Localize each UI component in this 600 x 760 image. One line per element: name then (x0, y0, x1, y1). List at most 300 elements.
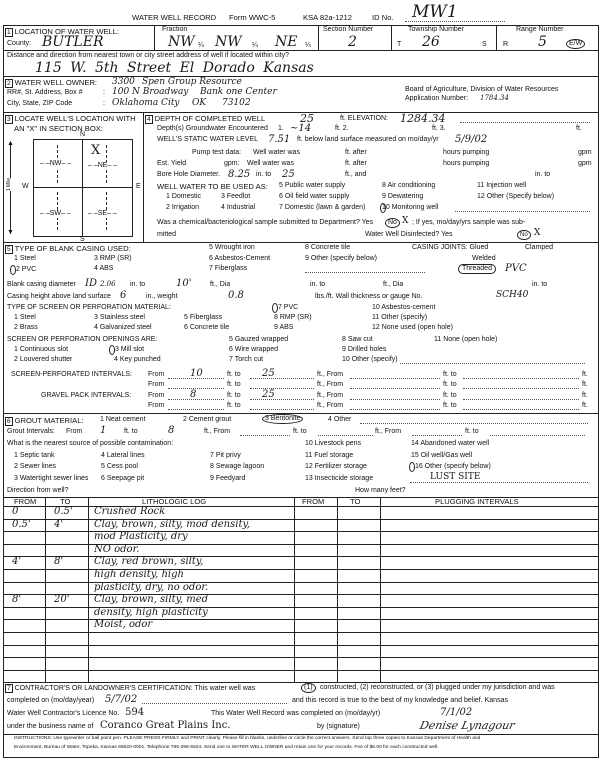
gw1-label: 1. (278, 125, 284, 132)
township-s: S (482, 41, 487, 48)
opening-option[interactable]: 1 Continuous slot (14, 346, 69, 353)
use-option[interactable]: 9 Dewatering (382, 193, 424, 200)
well-water-was-2: Well water was (247, 160, 294, 167)
screen-option[interactable]: 2 Brass (14, 324, 38, 331)
divider (154, 25, 155, 50)
mile-label: 1 Mile (6, 177, 13, 192)
completed-label: completed on (mo/day/year) (7, 697, 95, 704)
divider (3, 242, 598, 243)
ft-dia-label: ft., Dia (210, 281, 231, 288)
log-description[interactable]: NO odor. (94, 543, 140, 555)
opening-option[interactable]: 10 Other (specify) (342, 356, 398, 363)
log-to[interactable]: 20' (54, 594, 70, 606)
dot-leader[interactable] (463, 388, 579, 389)
gw2-label: ft. 2. (335, 125, 349, 132)
disinfected-no[interactable] (517, 230, 531, 240)
threaded-option[interactable] (458, 264, 496, 274)
section7-label: CONTRACTOR'S OR LANDOWNER'S CERTIFICATION: This water well was (14, 685, 256, 692)
quarter-symbol: ¼ (198, 42, 204, 49)
grout-to-label-2: ft. to (293, 428, 307, 435)
mill-slot-label: 3 Mill slot (114, 346, 145, 353)
contam-option[interactable]: 2 Sewer lines (14, 463, 57, 470)
signature[interactable]: Denise Lynagour (418, 719, 516, 732)
ft-dia-label: ft., Dia (383, 281, 404, 288)
state-value[interactable]: OK (192, 98, 207, 108)
construction-type-selected[interactable] (301, 683, 316, 693)
fraction-3[interactable]: NE (275, 34, 298, 50)
nw-label: NW (49, 160, 62, 167)
casing-option[interactable]: 3 RMP (SR) (94, 255, 132, 262)
form-number: Form WWC-5 (229, 13, 276, 22)
log-description[interactable]: Crushed Rock (94, 506, 166, 517)
grout-option[interactable]: 2 Cement grout (183, 416, 232, 423)
depth-value[interactable]: 25 (300, 112, 314, 125)
wall-thickness-label: lbs./ft. Wall thickness or gauge No. (315, 293, 423, 300)
quadrant-ne[interactable]: – –NE– – (88, 162, 118, 169)
screen-option[interactable]: 8 RMP (SR) (274, 314, 312, 321)
use-label: WELL WATER TO BE USED AS: (157, 182, 268, 191)
address-line1[interactable]: Bank one Center (200, 87, 277, 97)
range-ew-circled: E/W (566, 39, 585, 49)
divider (496, 25, 497, 50)
use-option[interactable]: 8 Air conditioning (382, 182, 436, 189)
se-label: SE (97, 210, 108, 217)
opening-option-selected[interactable] (109, 345, 144, 355)
construction-options: constructed, (2) reconstructed, or (3) plugged under my jurisdiction and was (320, 684, 555, 691)
column-divider (337, 497, 338, 682)
log-to[interactable]: 0.5' (54, 506, 73, 517)
dot-leader (490, 435, 585, 436)
use-option[interactable]: 2 Irrigation (166, 204, 200, 211)
casing-height-label: Casing height above land surface (7, 293, 111, 300)
grout-intervals-label: Grout Intervals: (7, 428, 55, 435)
owner-number[interactable]: 3300 (112, 77, 135, 87)
row-divider (3, 519, 598, 520)
opening-option[interactable]: 7 Torch cut (229, 356, 264, 363)
address-line2[interactable]: 100 N Broadway (112, 87, 189, 97)
divider (318, 25, 319, 50)
ft-to-label: ft. to (227, 402, 241, 409)
dot-leader[interactable] (250, 378, 314, 379)
bore-to-value[interactable]: 25 (282, 169, 295, 180)
distance-label: Distance and direction from nearest town or city street address of well if located within city? (7, 52, 290, 59)
column-divider (88, 497, 89, 682)
opening-option[interactable]: 4 Key punched (114, 356, 161, 363)
contam-option[interactable]: 8 Sewage lagoon (210, 463, 265, 470)
screen-option[interactable]: 4 Galvanized steel (94, 324, 152, 331)
log-description[interactable]: Clay, red brown, silty, (94, 556, 204, 568)
address-label: RR#, St. Address, Box # (7, 89, 83, 96)
ft-label: ft. (582, 392, 588, 399)
log-from[interactable]: 0 (12, 506, 19, 517)
county-value[interactable]: BUTLER (42, 34, 104, 50)
row-divider (3, 657, 598, 658)
log-from[interactable]: 4' (12, 556, 22, 568)
section2-title (5, 78, 97, 88)
screen-option-selected[interactable] (272, 303, 298, 313)
use-option-monitoring[interactable]: 10 Monitoring well (382, 204, 439, 211)
gauge-value[interactable]: SCH40 (496, 290, 529, 300)
zip-value[interactable]: 73102 (222, 98, 251, 108)
dot-leader[interactable] (350, 388, 440, 389)
contam-option[interactable]: 12 Fertilizer storage (305, 463, 367, 470)
compass-w: W (22, 183, 29, 190)
grout-option[interactable]: 1 Neat cement (100, 416, 146, 423)
contam-option[interactable]: 11 Fuel storage (305, 452, 354, 459)
dot-leader[interactable] (350, 399, 440, 400)
static-level-value[interactable]: 7.51 (268, 134, 291, 145)
license-value[interactable]: 594 (125, 707, 145, 718)
row-divider (3, 544, 598, 545)
section-number: 2 (7, 80, 11, 87)
row-divider (3, 645, 598, 646)
use-option[interactable]: 6 Oil field water supply (279, 193, 350, 200)
how-many-feet-label: How many feet? (355, 487, 406, 494)
gw3-label: ft. 3. (432, 125, 446, 132)
log-from[interactable]: 8' (12, 594, 22, 606)
opening-option[interactable]: 5 Gauzed wrapped (229, 336, 289, 343)
log-header-from: FROM (14, 497, 37, 506)
ft-after-2: ft. after (345, 160, 367, 167)
township-value[interactable]: 26 (422, 34, 440, 50)
application-value[interactable]: 1784.34 (480, 94, 509, 102)
quarter-symbol: ¼ (305, 42, 311, 49)
grout-from-label: From (66, 428, 83, 435)
elevation-label: ft. ELEVATION: (340, 115, 388, 122)
ft-to-label: ft. to (227, 371, 241, 378)
colon: : (103, 100, 105, 107)
arrow-up-icon: ▲ (7, 140, 14, 147)
board-label: Board of Agriculture, Division of Water Resources (405, 86, 559, 93)
threaded-value[interactable]: PVC (505, 263, 527, 274)
use-option[interactable]: 5 Public water supply (279, 182, 346, 189)
use-option[interactable]: 12 Other (Specify below) (477, 193, 555, 200)
dot-leader (142, 703, 287, 704)
use-option[interactable]: 11 Injection well (477, 182, 527, 189)
county-label: County: (7, 40, 32, 47)
section3-subtitle: AN "X" IN SECTION BOX: (14, 124, 103, 133)
dot-leader[interactable] (250, 388, 314, 389)
id-value[interactable]: MW1 (412, 2, 458, 22)
row-divider (3, 607, 598, 608)
grout-from-value[interactable]: 1 (100, 425, 107, 436)
gravel-intervals-label: GRAVEL PACK INTERVALS: (41, 392, 132, 399)
log-description[interactable]: Moist, odor (94, 619, 153, 631)
contam-option[interactable]: 4 Lateral lines (101, 452, 145, 459)
casing-option[interactable]: 7 Fiberglass (209, 265, 248, 272)
instructions-line2: Environment, Bureau of Water, Topeka, Kansas 66620-0001. Telephone 785-296-5524. Send one to WATER WELL OWNER and retain one for your records. Fee of $5.00 for each constructed well. (14, 745, 439, 750)
section3-label: LOCATE WELL'S LOCATION WITH (14, 114, 136, 123)
ft-label: ft. (582, 402, 588, 409)
screen-option[interactable]: 12 None used (open hole) (372, 324, 453, 331)
log-header-to: TO (60, 497, 71, 506)
log-to[interactable]: 4' (54, 518, 64, 530)
row-divider (3, 582, 598, 583)
sample-x: X (402, 216, 409, 226)
ft-label: ft. (576, 125, 582, 132)
dot-leader[interactable] (350, 409, 440, 410)
section-number-value[interactable]: 2 (348, 34, 357, 50)
dot-leader (412, 435, 462, 436)
casing-pvc-label: 2 PVC (15, 266, 37, 273)
direction-label: Direction from well? (7, 487, 69, 494)
section-number: 1 (7, 29, 11, 36)
grout-to-label: ft. to (124, 428, 138, 435)
business-name[interactable]: Coranco Great Plains Inc. (100, 720, 231, 731)
screen-material-title: TYPE OF SCREEN OR PERFORATION MATERIAL: (7, 304, 171, 311)
gravel-to-value[interactable]: 25 (262, 389, 275, 400)
ft-to-label: ft. to (443, 381, 457, 388)
contam-option[interactable]: 9 Feedyard (210, 475, 246, 482)
ft-and-label: ft., and (345, 171, 367, 178)
opening-option[interactable]: 8 Saw cut (342, 336, 373, 343)
casing-option[interactable]: 9 Other (specify below) (305, 255, 377, 262)
dot-leader[interactable] (463, 409, 579, 410)
disinfected-x: X (534, 228, 541, 238)
log-description[interactable]: Clay, brown, silty, mod density, (94, 518, 250, 530)
ft-from-label: ft., From (317, 371, 344, 378)
use-option[interactable]: 7 Domestic (lawn & garden) (279, 204, 366, 211)
screen-pvc-label: 7 PVC (277, 304, 299, 311)
section4-title (145, 114, 265, 124)
use-option[interactable]: 4 Industrial (221, 204, 256, 211)
ft-to-label: ft. to (227, 381, 241, 388)
static-suffix: ft. below land surface measured on mo/day/yr (297, 136, 439, 143)
static-date[interactable]: 5/9/02 (455, 134, 488, 145)
gpm-label-2: gpm (578, 160, 592, 167)
fraction-1[interactable]: NW (168, 34, 195, 50)
compass-n: N (80, 131, 86, 138)
contam-option[interactable]: 14 Abandoned water well (411, 440, 490, 447)
ft-to-label: ft. to (443, 392, 457, 399)
dot-leader[interactable] (350, 378, 440, 379)
row-divider (3, 619, 598, 620)
contam-option[interactable]: 5 Cess pool (101, 463, 138, 470)
township-label: Township Number (408, 26, 465, 33)
compass-e: E (136, 183, 141, 190)
divider (3, 50, 598, 51)
quadrant-sw[interactable]: – –SW– – (40, 210, 71, 217)
ne-label: NE (97, 162, 108, 169)
section1-label: LOCATION OF WATER WELL: (14, 27, 120, 36)
clamped-option[interactable]: Clamped (525, 244, 554, 251)
owner-value[interactable]: Spen Group Resource (142, 77, 242, 87)
ft-from-label: ft., From (317, 402, 344, 409)
screen-option[interactable]: 3 Stainless steel (94, 314, 145, 321)
joints-label: CASING JOINTS: Glued (412, 244, 489, 251)
contam-option[interactable]: 13 Insecticide storage (305, 475, 374, 482)
grout-option-selected[interactable] (262, 414, 303, 424)
screen-option[interactable]: 5 Fiberglass (184, 314, 223, 321)
dot-leader[interactable] (168, 388, 224, 389)
opening-option[interactable]: 6 Wire wrapped (229, 346, 279, 353)
casing-option-selected[interactable] (10, 265, 36, 275)
range-ew[interactable] (566, 39, 585, 49)
casing-option[interactable]: 5 Wrought iron (209, 244, 255, 251)
gpm-colon: gpm: (224, 160, 240, 167)
log-description[interactable]: high density, high (94, 569, 184, 580)
contam-option[interactable]: 15 Oil well/Gas well (411, 452, 473, 459)
est-yield-label: Est. Yield (157, 160, 187, 167)
weight-label: in., weight (146, 293, 178, 300)
from-label: From (148, 402, 165, 409)
blank-dia-value-2[interactable]: 2.06 (100, 280, 116, 288)
dot-leader[interactable] (250, 409, 314, 410)
casing-option[interactable]: 4 ABS (94, 265, 114, 272)
column-divider (294, 497, 295, 682)
casing-option[interactable]: 8 Concrete tile (305, 244, 351, 251)
range-r: R (503, 41, 509, 48)
screen-from-value[interactable]: 10 (190, 368, 203, 379)
quadrant-se[interactable]: – –SE– – (88, 210, 117, 217)
section7-title (5, 684, 255, 693)
gravel-from-value[interactable]: 8 (190, 389, 197, 400)
row-divider (3, 670, 598, 671)
signature-label: by (signature) (317, 723, 360, 730)
dot-leader[interactable] (463, 378, 579, 379)
opening-option[interactable]: 2 Louvered shutter (14, 356, 73, 363)
blank-dia-value[interactable]: ID (85, 278, 97, 289)
ft-to-label: ft. to (443, 402, 457, 409)
dot-leader (455, 211, 590, 212)
use-option[interactable]: 3 Feedlot (221, 193, 251, 200)
record-completed-label: This Water Well Record was completed on (mo/day/yr) (211, 710, 381, 717)
use-option[interactable]: 1 Domestic (166, 193, 202, 200)
welded-option[interactable]: Welded (472, 255, 496, 262)
grout-to-label-3: ft. to (465, 428, 479, 435)
elevation-value[interactable]: 1284.34 (400, 112, 446, 125)
dot-leader[interactable] (463, 399, 579, 400)
city-label: City, State, ZIP Code (7, 100, 73, 107)
screen-option[interactable]: 10 Asbestos-cement (372, 304, 436, 311)
dot-leader (305, 272, 425, 273)
row-divider (3, 531, 598, 532)
section5-title (5, 244, 131, 254)
from-label: From (148, 392, 165, 399)
plug-header-intervals: PLUGGING INTERVALS (435, 497, 519, 506)
ft-to-label: ft. to (443, 371, 457, 378)
screen-option[interactable]: 1 Steel (14, 314, 36, 321)
dot-leader (460, 122, 590, 123)
contam-option[interactable]: 3 Watertight sewer lines (14, 475, 89, 482)
section6-label: GROUT MATERIAL: (14, 416, 84, 425)
fraction-2[interactable]: NW (215, 34, 242, 50)
contam-option[interactable]: 7 Pit privy (210, 452, 241, 459)
dot-leader (360, 423, 588, 424)
log-description[interactable]: mod Plasticity, dry (94, 531, 188, 543)
contamination-question: What is the nearest source of possible contamination: (7, 440, 174, 447)
business-label: under the business name of (7, 723, 94, 730)
in-to-label: in. to (256, 171, 272, 178)
other-label: 16 Other (specify below) (414, 463, 491, 470)
range-value[interactable]: 5 (538, 34, 547, 50)
divider (3, 76, 598, 77)
log-to[interactable]: 8' (54, 556, 64, 568)
grout-option[interactable]: 4 Other (328, 416, 352, 423)
fraction-label: Fraction (162, 26, 188, 33)
divider (33, 187, 132, 188)
contam-option[interactable]: 1 Septic tank (14, 452, 55, 459)
casing-height-value[interactable]: 6 (120, 290, 127, 301)
dot-leader[interactable] (250, 399, 314, 400)
section-box[interactable] (33, 139, 133, 237)
section4-label: DEPTH OF COMPLETED WELL (154, 114, 266, 123)
from-label: From (148, 371, 165, 378)
disinfected-label: Water Well Disinfected? Yes (365, 231, 453, 238)
casing-option[interactable]: 1 Steel (14, 255, 36, 262)
contam-option[interactable]: 10 Livestock pens (305, 440, 362, 447)
casing-option[interactable]: 6 Asbestos-Cement (209, 255, 271, 262)
instructions-line1: INSTRUCTIONS: Use typewriter or ball point pen. PLEASE PRESS FIRMLY and PRINT clearly. Please fill in blanks, underline or circle the correct answers. Send top three copies to Kansas Department of Health and (14, 736, 481, 741)
contam-option[interactable]: 6 Seepage pit (101, 475, 145, 482)
bore-value[interactable]: 8.25 (228, 169, 251, 180)
sw-label: SW (49, 210, 62, 217)
bore-label: Bore Hole Diameter. (157, 171, 221, 178)
sample-tail-2: mitted (157, 231, 177, 238)
weight-value[interactable]: 0.8 (228, 290, 244, 301)
pump-test-label: Pump test data: (192, 149, 242, 156)
other-contamination-value[interactable]: LUST SITE (430, 472, 481, 482)
screen-to-value[interactable]: 25 (262, 368, 275, 379)
contam-option-selected[interactable] (409, 462, 491, 472)
in-to-label: in. to (310, 281, 326, 288)
blank-casing-label: Blank casing diameter (7, 281, 76, 288)
blank-to-value[interactable]: 10' (176, 278, 192, 289)
screen-option[interactable]: 11 Other (specify) (372, 314, 428, 321)
city-value[interactable]: Oklahoma City (112, 98, 180, 108)
record-date[interactable]: 7/1/02 (440, 707, 473, 718)
quadrant-nw[interactable]: – –NW– – (40, 160, 72, 167)
opening-option[interactable]: 11 None (open hole) (434, 336, 498, 343)
plug-header-from: FROM (302, 497, 325, 506)
completed-date[interactable]: 5/7/02 (105, 694, 138, 705)
log-description[interactable]: density, high plasticity (94, 606, 208, 618)
option1-circled: (1) (301, 683, 316, 693)
log-from[interactable]: 0.5' (12, 518, 31, 530)
dot-leader[interactable] (168, 409, 224, 410)
location-mark: X (91, 143, 101, 158)
column-divider (45, 497, 46, 682)
divider (143, 112, 144, 242)
log-description[interactable]: plasticity, dry, no odor. (94, 581, 209, 593)
id-label: ID No. (372, 13, 394, 22)
section3-title (5, 114, 136, 124)
opening-option[interactable]: 9 Drilled holes (342, 346, 387, 353)
log-header-litho: LITHOLOGIC LOG (142, 497, 207, 506)
dot-leader (410, 482, 588, 483)
colon: : (103, 89, 105, 96)
form-title: WATER WELL RECORD (132, 13, 217, 22)
grout-to-value[interactable]: 8 (168, 425, 175, 436)
distance-value[interactable]: 115 W. 5th Street El Dorado Kansas (35, 60, 314, 76)
sample-no[interactable] (385, 218, 400, 228)
groundwater-label: Depth(s) Groundwater Encountered (157, 125, 268, 132)
dot-leader (400, 363, 585, 364)
section6-title (5, 416, 84, 426)
row-divider (3, 594, 598, 595)
sample-no-circled: No (385, 218, 400, 228)
township-t: T (397, 41, 402, 48)
log-description[interactable]: Clay, brown, silty, med (94, 594, 209, 606)
bentonite-circled: 3 Bentonite (262, 414, 303, 424)
screen-option[interactable]: 9 ABS (274, 324, 294, 331)
range-label: Range Number (516, 26, 564, 33)
threaded-circled: Threaded (458, 264, 496, 274)
screen-option[interactable]: 6 Concrete tile (184, 324, 230, 331)
groundwater-value[interactable]: ~14 (290, 123, 312, 134)
row-divider (3, 632, 598, 633)
column-divider (380, 497, 381, 682)
